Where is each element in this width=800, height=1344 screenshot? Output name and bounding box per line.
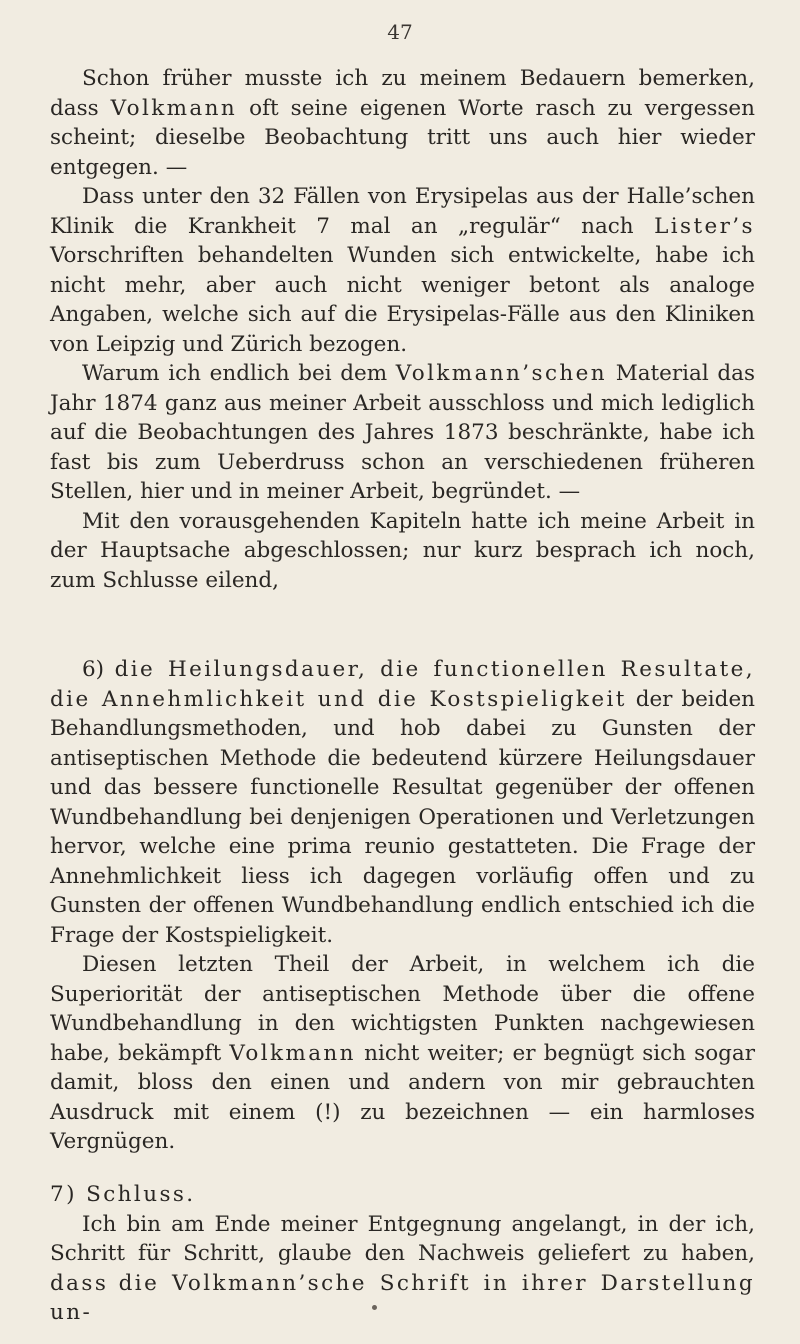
paragraph-3-text: Warum ich endlich bei dem (82, 361, 388, 386)
section-6-number: 6) (82, 657, 105, 682)
paragraph-6-cont: nicht weiter; er begnügt sich sogar damit, bloss den einen und andern von mir gebrauchten Ausdruck mit einem (!) zu bezeichnen — ein harmloses Vergnügen. (50, 1040, 756, 1154)
paragraph-1: Schon früher musste ich zu meinem Bedauern bemerken, dass Volkmann oft seine eigenen Worte rasch zu vergessen scheint; dieselbe Beobachtung tritt uns auch hier wieder entgegen. — (50, 66, 755, 180)
paragraph-2 (50, 182, 755, 359)
paragraph-1-text: Schon früher musste ich zu meinem Bedauern bemerken, dass (50, 66, 755, 121)
paragraph-7 (50, 1210, 755, 1328)
section-7-heading-text: 7) Schluss. (50, 1182, 196, 1207)
name-volkmann: Volkmann (110, 95, 238, 121)
body-text (50, 64, 755, 595)
page-number: 47 (387, 20, 413, 44)
section-6-paragraph (50, 655, 755, 950)
section-7-block (50, 1180, 755, 1328)
paragraph-1-cont: seine eigenen Worte rasch zu vergessen scheint; dieselbe Beobachtung tritt uns auch hier wieder entgegen. — (50, 95, 755, 180)
paragraph-3-cont: Material das Jahr 1874 ganz aus meiner Arbeit ausschloss und mich lediglich auf die Beobachtungen des Jahres 1873 beschränkte, habe ich fast bis zum Ueberdruss schon an verschiedenen früheren Stellen, hier und in meiner Arbeit, begründet. — (50, 361, 755, 504)
paragraph-7-text: Ich bin am Ende meiner Entgegnung angelangt, in der ich, Schritt für Schritt, glaube den Nachweis geliefert zu haben, (50, 1211, 755, 1266)
print-dot-mark (372, 1305, 377, 1310)
volkmannsche-phrase: die Volkmann’sche Schrift in ihrer Darstellung un- (50, 1270, 756, 1325)
section-6-block (50, 655, 755, 1157)
paragraph-4-text: Mit den vorausgehenden Kapiteln hatte ich meine Arbeit in der Hauptsache abgeschlossen; nur kurz besprach ich noch, zum Schlusse eilend, (50, 508, 755, 593)
dass-spaced: dass (50, 1270, 109, 1296)
paragraph-2-text: Dass unter den 32 Fällen von Erysipelas aus der Halle’schen Klinik die Krankheit 7 mal an „regulär“ nach (50, 184, 755, 239)
name-volkmannschen: Volkmann’schen (395, 361, 608, 386)
section-6-text: der beiden Behandlungsmethoden, und hob dabei zu Gunsten der antiseptischen Methode die bedeutend kürzere Heilungsdauer und das bessere functionelle Resultat gegenüber der offenen Wundbehandlung bei denjenigen Operationen und Verletzungen hervor, welche eine prima reunio gestatteten. Die Frage der Annehmlichkeit liess ich dagegen vorläufig offen und zu Gunsten der offenen Wundbehandlung endlich entschied ich die Frage der Kostspieligkeit. (50, 686, 756, 948)
name-volkmann-2: Volkmann (229, 1040, 356, 1066)
paragraph-6 (50, 950, 755, 1157)
paragraph-4 (50, 507, 755, 596)
paragraph-6-text: Diesen letzten Theil der Arbeit, in welchem ich die Superiorität der antiseptischen Methode über die offene Wundbehandlung in den wichtigsten Punkten nachgewiesen habe, bekämpft (50, 952, 755, 1066)
paragraph-2-cont: Vorschriften behandelten Wunden sich entwickelte, habe ich nicht mehr, aber auch nicht weniger betont als analoge Angaben, welche sich auf die Erysipelas-Fälle aus den Kliniken von Leipzig und Zürich bezogen. (50, 243, 755, 357)
section-6-title: die Heilungsdauer, die functionellen Resultate, die Annehmlichkeit und die Kostspieligkeit (50, 657, 755, 712)
section-7-heading (50, 1180, 755, 1210)
name-lister: Lister’s (654, 213, 755, 239)
paragraph-3 (50, 359, 755, 507)
